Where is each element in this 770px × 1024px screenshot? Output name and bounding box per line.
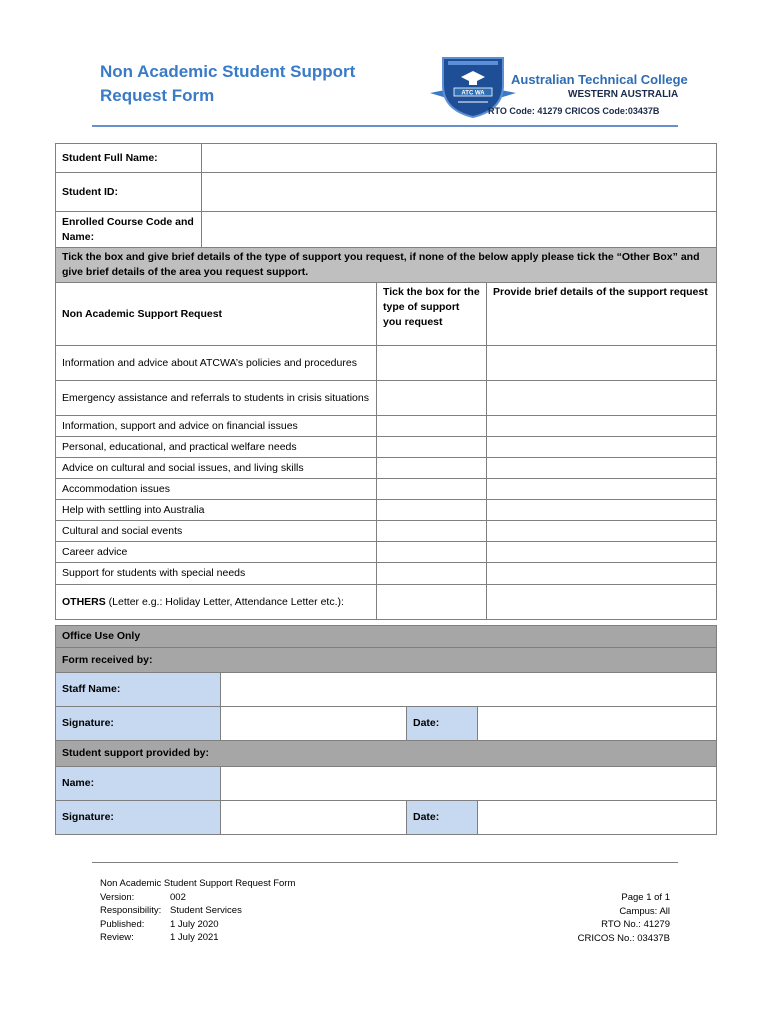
support-tick-box[interactable] [377, 479, 487, 500]
support-tick-box[interactable] [377, 458, 487, 479]
support-details-field[interactable] [487, 542, 717, 563]
support-tick-box[interactable] [377, 542, 487, 563]
date-field[interactable] [478, 707, 717, 741]
support-tick-box[interactable] [377, 563, 487, 585]
footer-campus: Campus: All [619, 905, 670, 917]
name-field[interactable] [221, 767, 717, 801]
signature2-field[interactable] [221, 801, 407, 835]
others-bold: OTHERS [62, 595, 106, 608]
footer-review-label: Review: [100, 932, 134, 943]
office-use-heading: Office Use Only [56, 626, 717, 648]
college-region: WESTERN AUSTRALIA [568, 89, 679, 100]
support-item: Cultural and social events [56, 521, 377, 542]
footer-document-info [100, 877, 295, 945]
staff-name-label: Staff Name: [56, 673, 221, 707]
student-request-table [55, 143, 717, 620]
support-col-header: Non Academic Support Request [56, 283, 377, 346]
support-details-field[interactable] [487, 500, 717, 521]
form-received-heading: Form received by: [56, 648, 717, 673]
support-details-field[interactable] [487, 437, 717, 458]
footer-cricos: CRICOS No.: 03437B [577, 932, 670, 944]
date-label: Date: [407, 707, 478, 741]
support-item: Help with settling into Australia [56, 500, 377, 521]
name-label: Name: [56, 767, 221, 801]
tick-col-header: Tick the box for the type of support you request [377, 283, 487, 346]
support-tick-box[interactable] [377, 585, 487, 620]
footer-responsibility-label: Responsibility: [100, 905, 162, 916]
support-details-field[interactable] [487, 381, 717, 416]
support-item: Information and advice about ATCWA’s policies and procedures [56, 346, 377, 381]
header-divider [92, 125, 678, 127]
support-item: Personal, educational, and practical welfare needs [56, 437, 377, 458]
student-full-name-label: Student Full Name: [56, 144, 202, 173]
footer-published: 1 July 2020 [170, 918, 219, 930]
instruction-text: Tick the box and give brief details of the type of support you request, if none of the below apply please tick the “Other Box” and give brief details of the area you request support. [56, 248, 717, 283]
signature2-label: Signature: [56, 801, 221, 835]
course-label: Enrolled Course Code and Name: [56, 212, 202, 248]
support-details-field[interactable] [487, 416, 717, 437]
support-details-field[interactable] [487, 346, 717, 381]
support-tick-box[interactable] [377, 521, 487, 542]
support-details-field[interactable] [487, 563, 717, 585]
footer-version-label: Version: [100, 891, 135, 903]
details-col-header: Provide brief details of the support request [487, 283, 717, 346]
support-details-field[interactable] [487, 585, 717, 620]
footer-doc-title: Non Academic Student Support Request Form [100, 878, 296, 889]
support-details-field[interactable] [487, 521, 717, 542]
staff-name-field[interactable] [221, 673, 717, 707]
support-item: Advice on cultural and social issues, and living skills [56, 458, 377, 479]
support-item: Emergency assistance and referrals to students in crisis situations [56, 381, 377, 416]
support-item-others [56, 585, 377, 620]
course-field[interactable] [202, 212, 717, 248]
college-name: Australian Technical College [511, 72, 688, 87]
signature-label: Signature: [56, 707, 221, 741]
footer-published-label: Published: [100, 918, 145, 930]
support-item: Information, support and advice on financial issues [56, 416, 377, 437]
support-details-field[interactable] [487, 458, 717, 479]
office-use-table [55, 625, 717, 835]
support-details-field[interactable] [487, 479, 717, 500]
support-item: Accommodation issues [56, 479, 377, 500]
support-tick-box[interactable] [377, 381, 487, 416]
support-tick-box[interactable] [377, 500, 487, 521]
student-id-field[interactable] [202, 173, 717, 212]
student-full-name-field[interactable] [202, 144, 717, 173]
college-logo [428, 55, 688, 120]
signature-field[interactable] [221, 707, 407, 741]
others-rest: (Letter e.g.: Holiday Letter, Attendance Letter etc.): [105, 595, 344, 608]
footer-responsibility: Student Services [170, 905, 242, 916]
support-item: Support for students with special needs [56, 563, 377, 585]
footer-version: 002 [170, 891, 186, 903]
date2-label: Date: [407, 801, 478, 835]
footer-page: Page 1 of 1 [621, 892, 670, 903]
footer-review: 1 July 2021 [170, 932, 219, 943]
support-tick-box[interactable] [377, 416, 487, 437]
support-tick-box[interactable] [377, 437, 487, 458]
support-item: Career advice [56, 542, 377, 563]
footer-rto: RTO No.: 41279 [601, 919, 670, 930]
support-tick-box[interactable] [377, 346, 487, 381]
logo-text: ATC WA [461, 90, 485, 97]
date2-field[interactable] [478, 801, 717, 835]
rto-cricos-line: RTO Code: 41279 CRICOS Code:03437B [488, 106, 660, 116]
footer-page-info [578, 891, 670, 945]
student-id-label: Student ID: [56, 173, 202, 212]
form-title: Non Academic Student Support Request Form [100, 62, 356, 105]
support-provided-heading: Student support provided by: [56, 741, 717, 767]
footer-divider [92, 862, 678, 863]
